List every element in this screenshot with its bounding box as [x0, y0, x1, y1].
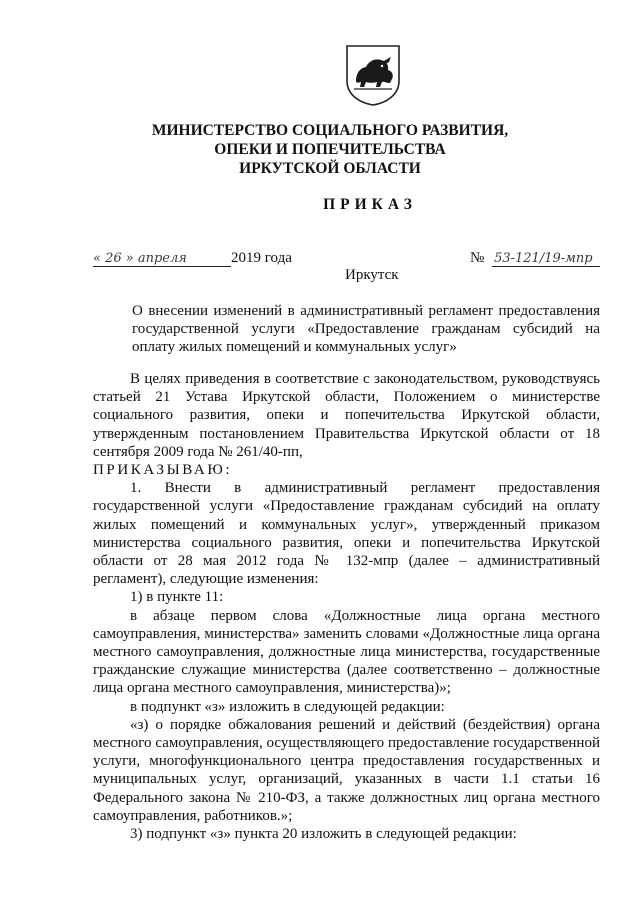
number-underline [492, 266, 600, 267]
order-word: ПРИКАЗЫВАЮ: [93, 462, 233, 479]
document-type-title: ПРИКАЗ [323, 196, 417, 213]
year-text: 2019 года [231, 250, 292, 266]
amendment-paragraph-1: в абзаце первом слова «Должностные лица органа местного самоуправления, министерства» заменить словами «Должностные лица органа местного самоуправления, должностные лица министерства, государственные гражданские служащие министерства (далее соответственно – должностные лица органа местного самоуправления, министерства)»; [93, 607, 600, 697]
item-1-paragraph: 1. Внести в административный регламент предоставления государственной услуги «Предоставление гражданам субсидий на оплату жилых помещений и коммунальных услуг», утвержденный приказом министерства социального развития, опеки и попечительства Иркутской области от 28 мая 2012 года № 132-мпр (далее – административный регламент), следующие изменения: [93, 480, 600, 588]
number-label: № [470, 250, 485, 266]
handwritten-number: 53-121/19-мпр [494, 251, 593, 266]
city-name: Иркутск [345, 267, 399, 283]
ministry-line-1: МИНИСТЕРСТВО СОЦИАЛЬНОГО РАЗВИТИЯ, [151, 122, 509, 139]
order-body [93, 370, 600, 843]
ministry-line-3: ИРКУТСКОЙ ОБЛАСТИ [239, 160, 421, 177]
ministry-line-2: ОПЕКИ И ПОПЕЧИТЕЛЬСТВА [214, 141, 446, 158]
irkutsk-coat-of-arms-icon [344, 43, 402, 107]
date-field [93, 250, 292, 267]
amendment-paragraph-2: в подпункт «з» изложить в следующей редакции: [130, 698, 445, 715]
order-subject: О внесении изменений в административный регламент предоставления государственной услуги «Предоставление гражданам субсидий на оплату жилых помещений и коммунальных услуг» [132, 303, 600, 355]
subitem-1-paragraph: 1) в пункте 11: [130, 589, 224, 606]
number-field [470, 250, 593, 267]
amendment-paragraph-3: «з) о порядке обжалования решений и действий (бездействия) органа местного самоуправления, осуществляющего предоставление государственной услуги, многофункционального центра предоставления государственных и муниципальных услуг, организаций, указанных в части 1.1 статьи 16 Федерального закона № 210-ФЗ, а также должностных лиц органа местного самоуправления, работников.»; [93, 716, 600, 824]
subitem-3-paragraph: 3) подпункт «з» пункта 20 изложить в следующей редакции: [130, 826, 517, 843]
date-underline [93, 266, 231, 267]
handwritten-date: « 26 » апреля [93, 251, 187, 266]
preamble-paragraph: В целях приведения в соответствие с законодательством, руководствуясь статьей 21 Устава Иркутской области, Положением о министерстве социального развития, опеки и попечительства Иркутской области, утвержденным постановлением Правительства Иркутской области от 18 сентября 2009 года № 261/40-пп, [93, 371, 600, 460]
ministry-name [120, 121, 540, 178]
